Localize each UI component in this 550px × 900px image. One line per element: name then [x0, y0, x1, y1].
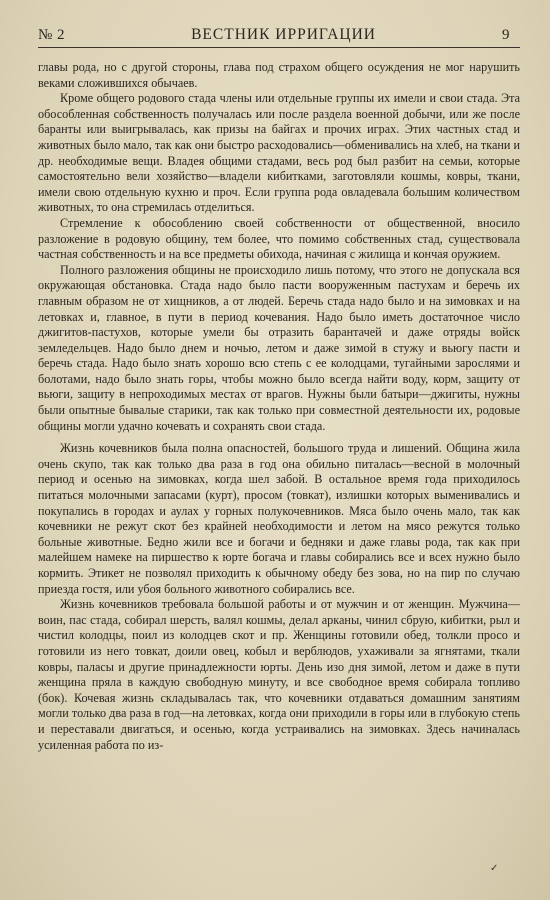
paragraph-4: Полного разложения общины не происходило лишь потому, что этого не допускала вся окружающая обстановка. Стада надо было пасти вооруженным пастухам и беречь их главным образом не от хищников, а от людей. Беречь стада надо было и на зимовках и на летовках и, главное, в пути в период кочевания. Надо было иметь достаточное число джигитов-пастухов, которые умели бы отразить барантачей и даже отряды войск земледельцев. Надо было днем и ночью, летом и даже зимой в стужу и вьюгу пасти и беречь стада. Надо было знать хорошо всю степь с ее колодцами, тугайными зарослями и болотами, надо было знать горы, чтобы можно было всегда найти воду, корм, защиту от вьюги, защиту в непроходимых местах от врагов. Нужны были батыри—джигиты, нужны были опытные бывалые старики, так как только при совместной деятельности их, родовые общины могли удачно кочевать и сохранять свои стада. [38, 262, 520, 433]
article-body [38, 60, 520, 753]
issue-number: № 2 [38, 27, 66, 43]
paragraph-3: Стремление к обособлению своей собственности от общественной, вносило разложение в родовую общину, тем более, что помимо собственных стад, существовала частная собственность и на все предметы обихода, начиная с жилища и кончая оружием. [38, 215, 520, 262]
running-header [38, 26, 520, 48]
printer-check-mark: ✓ [490, 863, 499, 874]
paragraph-6: Жизнь кочевников требовала большой работы и от мужчин и от женщин. Мужчина—воин, пас стада, собирал шерсть, валял кошмы, делал арканы, чинил сбрую, кибитки, рыл и чистил колодцы, поил из колодцев скот и пр. Женщины готовили обед, толкли просо и готовили из него товкат, доили овец, кобыл и верблюдов, ухаживали за ягнятами, ткали ковры, паласы и другие принадлежности юрты. День изо дня зимой, летом и даже в пути женщина пряла в каждую свободную минуту, и все свободное время собирала топливо (бок). Кочевая жизнь складывалась так, что кочевники отдаваться домашним занятиям могли только два раза в год—на летовках, когда они приходили в горы или в глубокую степь и переставали двигаться, и осенью, когда устраивались на зимовках. Здесь начиналась усиленная работа по из- [38, 597, 520, 752]
paragraph-2: Кроме общего родового стада члены или отдельные группы их имели и свои стада. Эта обособленная собственность получалась или после раздела военной добычи, или же после баранты или выигрывалась, как призы на байгах и прочих играх. Этих частных стад и животных было мало, так как они быстро расходовались—обменивались на хлеб, на ткани и др. необходимые вещи. Владея общими стадами, весь род был разбит на семьи, которые самостоятельно вели хозяйство—владели кибитками, заготовляли кошмы, ковры, ткани, имели свою отдельную кухню и проч. Если группа рода овладевала большим количеством животных, то она стремилась отделиться. [38, 91, 520, 215]
page-number: 9 [501, 27, 510, 43]
journal-title: ВЕСТНИК ИРРИГАЦИИ [191, 26, 376, 43]
paragraph-1: главы рода, но с другой стороны, глава под страхом общего осуждения не мог нарушить веками сложившихся обычаев. [38, 60, 520, 90]
paragraph-5: Жизнь кочевников была полна опасностей, большого труда и лишений. Община жила очень скупо, так как только два раза в год она обильно питалась—весной в молочный период и осенью на зимовках, когда шел забой. В остальное время года приходилось питаться молочными запасами (курт), просом (товкат), излишки которых выменивались и покупались в городах и аулах у горных полукочевников. Мяса было очень мало, так как кочевники не режут скот без крайней необходимости и летом на мясо режутся только больные животные. Бедно жили все и богачи и бедняки и даже главы рода, так как при малейшем намеке на пиршество к юрте богача и главы собирались все и всех нужно было кормить. Этикет не позволял приходить к обычному обеду без зова, но на пир по случаю приезда гостя, или убоя больного животного собирались все. [38, 441, 520, 596]
